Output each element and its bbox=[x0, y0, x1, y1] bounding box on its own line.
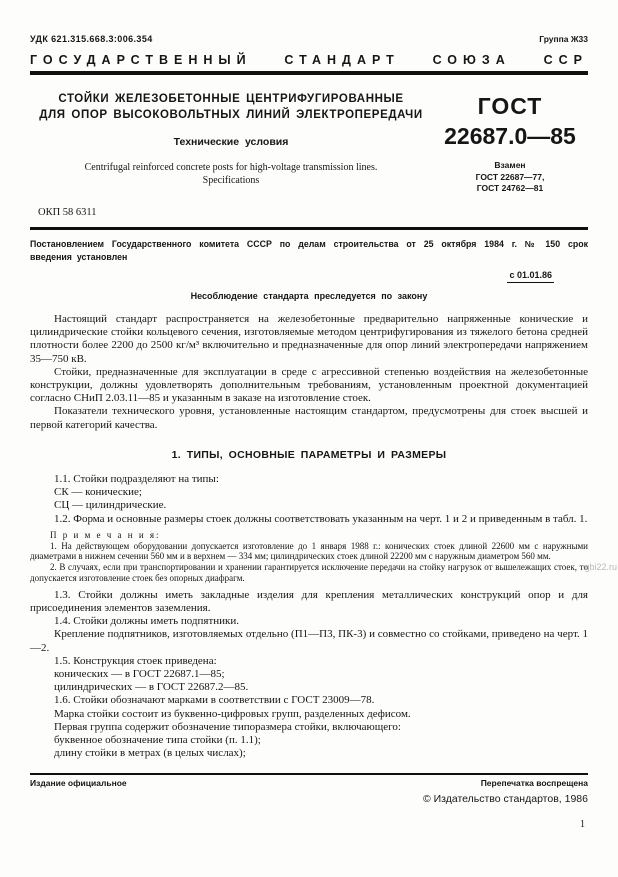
body-paragraph: 1.5. Конструкция стоек приведена: bbox=[54, 654, 217, 667]
footer-rule bbox=[30, 773, 588, 775]
body-paragraph: конических — в ГОСТ 22687.1—85; bbox=[54, 668, 225, 681]
notes-label: П р и м е ч а н и я: bbox=[50, 529, 161, 540]
page-number: 1 bbox=[580, 819, 585, 830]
body-paragraph: СЦ — цилиндрические. bbox=[54, 499, 167, 512]
body-continued bbox=[30, 589, 588, 761]
body-paragraph: Первая группа содержит обозначение типоразмера стойки, включающего: bbox=[54, 720, 401, 733]
enactment-block bbox=[30, 238, 588, 301]
separator-rule bbox=[30, 227, 588, 230]
official-edition-label: Издание официальное bbox=[30, 778, 127, 788]
udk-number: УДК 621.315.668.3:006.354 bbox=[30, 34, 153, 44]
gost-label: ГОСТ bbox=[477, 93, 543, 119]
page-footer bbox=[30, 773, 588, 830]
replaces-item: ГОСТ 24762—81 bbox=[476, 183, 544, 193]
note-item: 2. В случаях, если при транспортировании и хранении гарантируется исключение передачи на стойку нагрузок от вышележащих стоек, то допускается изготовление стоек без опорных диафрагм. bbox=[30, 562, 588, 584]
document-title-english bbox=[30, 162, 432, 187]
notes-block bbox=[30, 530, 588, 584]
top-meta-row bbox=[30, 34, 588, 44]
intro-paragraph: Показатели технического уровня, установленные настоящим стандартом, предусмотрены для стоек высшей и первой категорий качества. bbox=[30, 405, 588, 431]
body-paragraph: цилиндрических — в ГОСТ 22687.2—85. bbox=[54, 681, 249, 694]
okp-code: ОКП 58 6311 bbox=[38, 207, 97, 218]
intro-paragraph: Настоящий стандарт распространяется на железобетонные предварительно напряженные конические и цилиндрические стойки кольцевого сечения, изготовляемые методом центрифугирования из тяжелого бетона средней плотности более 2200 до 2500 кг/м³ включительно и предназначенные для опор линий электропередачи напряжением 35—750 кВ. bbox=[30, 313, 588, 365]
title-block bbox=[30, 91, 588, 218]
document-title-line2: ДЛЯ ОПОР ВЫСОКОВОЛЬТНЫХ ЛИНИЙ ЭЛЕКТРОПЕРЕДАЧИ bbox=[39, 109, 423, 121]
intro-paragraph: Стойки, предназначенные для эксплуатации в среде с агрессивной степенью воздействия на железобетонные конструкции, должны удовлетворять дополнительным требованиям, установленным проектной документацией согласно СНиП 2.03.11—85 и указанным в заказе на изготовление стоек. bbox=[30, 365, 588, 405]
section-heading: 1. ТИПЫ, ОСНОВНЫЕ ПАРАМЕТРЫ И РАЗМЕРЫ bbox=[171, 448, 447, 461]
state-standard-header bbox=[30, 53, 588, 67]
group-label: Группа Ж33 bbox=[539, 34, 588, 44]
document-title-english-line2: Specifications bbox=[202, 174, 260, 186]
gost-number: 22687.0—85 bbox=[444, 123, 576, 149]
body-paragraph: 1.6. Стойки обозначают марками в соответствии с ГОСТ 23009—78. bbox=[54, 694, 375, 707]
replaces-block bbox=[432, 160, 588, 195]
state-standard-word: СОЮЗА bbox=[432, 53, 511, 67]
body-paragraph: длину стойки в метрах (в целых числах); bbox=[54, 747, 246, 760]
note-item: 1. На действующем оборудовании допускается изготовление до 1 января 1988 г.: конических стоек длиной 22600 мм с наружными диаметрами в нижнем сечении 560 мм и в верхнем — 334 мм; цилиндрических стоек длиной 22200 мм с наружным диаметром 560 мм. bbox=[30, 540, 588, 562]
footer-row bbox=[30, 778, 588, 788]
document-subtitle: Технические условия bbox=[173, 136, 289, 148]
body-paragraph: Крепление подпятников, изготовляемых отдельно (П1—П3, ПК-3) и совместно со стойками, приведено на черт. 1—2. bbox=[30, 628, 588, 654]
body-paragraph: 1.4. Стойки должны иметь подпятники. bbox=[54, 615, 240, 628]
site-watermark: gbi22.ru bbox=[584, 562, 617, 572]
body-paragraph: 1.2. Форма и основные размеры стоек должны соответствовать указанным на черт. 1 и 2 и приведенным в табл. 1. bbox=[54, 512, 588, 525]
state-standard-word: ССР bbox=[543, 53, 588, 67]
replaces-label: Взамен bbox=[494, 160, 526, 170]
document-title bbox=[30, 91, 432, 123]
body-paragraph: Марка стойки состоит из буквенно-цифровых групп, разделенных дефисом. bbox=[54, 707, 411, 720]
document-body bbox=[30, 313, 588, 760]
state-standard-word: ГОСУДАРСТВЕННЫЙ bbox=[30, 53, 252, 67]
body-paragraph: 1.3. Стойки должны иметь закладные изделия для крепления металлических конструкций опор и для присоединения элементов заземления. bbox=[30, 588, 588, 615]
copyright-line: © Издательство стандартов, 1986 bbox=[422, 793, 588, 805]
enactment-text: Постановлением Государственного комитета СССР по делам строительства от 25 октября 1984 г. № 150 срок введения установлен bbox=[30, 239, 588, 262]
title-left-column bbox=[30, 91, 432, 218]
state-standard-word: СТАНДАРТ bbox=[284, 53, 400, 67]
enactment-date bbox=[30, 270, 588, 280]
body-paragraph: СК — конические; bbox=[54, 486, 142, 499]
title-right-column bbox=[432, 91, 588, 218]
document-title-line1: СТОЙКИ ЖЕЛЕЗОБЕТОННЫЕ ЦЕНТРИФУГИРОВАННЫЕ bbox=[58, 93, 404, 105]
body-paragraph: 1.1. Стойки подразделяют на типы: bbox=[54, 473, 219, 486]
law-notice: Несоблюдение стандарта преследуется по закону bbox=[190, 291, 428, 301]
reprint-prohibited-label: Перепечатка воспрещена bbox=[480, 778, 588, 788]
document-title-english-line1: Centrifugal reinforced concrete posts for high-voltage transmission lines. bbox=[84, 162, 378, 173]
header-rule bbox=[30, 71, 588, 75]
enactment-date-value: с 01.01.86 bbox=[507, 270, 554, 283]
body-paragraph: буквенное обозначение типа стойки (п. 1.1); bbox=[54, 734, 261, 747]
replaces-item: ГОСТ 22687—77, bbox=[475, 171, 545, 182]
